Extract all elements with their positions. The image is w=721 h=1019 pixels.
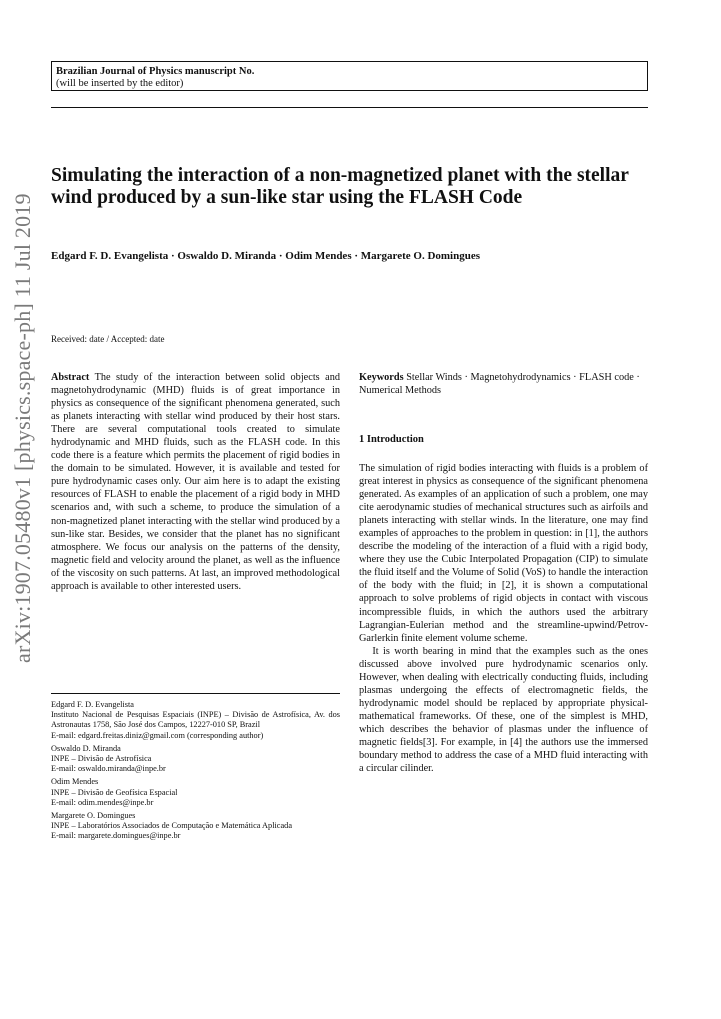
section-heading-introduction: 1 Introduction (359, 434, 424, 445)
affiliation-name: Odim Mendes (51, 777, 99, 787)
affiliation-domingues (51, 811, 340, 842)
journal-header-box (51, 61, 648, 91)
affiliation-email: E-mail: oswaldo.miranda@inpe.br (51, 764, 166, 774)
affiliation-name: Margarete O. Domingues (51, 811, 136, 821)
paragraph: It is worth bearing in mind that the examples such as the ones discussed above involved pure hydrodynamic scenarios only. However, when dealing with electrically conducting fluids, including plasmas undergoing the effects of electromagnetic fields, the hydrodynamic model should be replaced by appropriate physical-mathematical frameworks. Of these, one of the simplest is MHD, which describes the behavior of plasmas under the influence of magnetic fields[3]. For example, in [4] the authors use the immersed boundary method to address the case of a MHD fluid interacting with a circular cilinder. (359, 645, 648, 775)
affiliation-email: E-mail: margarete.domingues@inpe.br (51, 831, 181, 841)
keywords-text: Stellar Winds · Magnetohydrodynamics · FLASH code · Numerical Methods (359, 372, 640, 397)
introduction-body (359, 462, 648, 775)
footnote-rule (51, 693, 340, 694)
arxiv-stamp: arXiv:1907.05480v1 [physics.space-ph] 11 Jul 2019 (10, 193, 35, 663)
header-rule (51, 107, 648, 108)
keywords (359, 371, 648, 397)
affiliations (51, 700, 340, 845)
affiliation-evangelista (51, 700, 340, 741)
abstract-label: Abstract (51, 372, 90, 383)
abstract (51, 371, 340, 593)
keywords-label: Keywords (359, 372, 404, 383)
affiliation-institution: INPE – Laboratórios Associados de Computação e Matemática Aplicada (51, 821, 293, 831)
affiliation-institution: INPE – Divisão de Geofísica Espacial (51, 787, 178, 797)
paper-title: Simulating the interaction of a non-magnetized planet with the stellar wind produced by a sun-like star using the FLASH Code (51, 165, 629, 208)
paragraph: The simulation of rigid bodies interacting with fluids is a problem of great interest in physics as consequence of the significant phenomena generated. As examples of an application of such a problem, one may cite aerodynamic studies of mechanical structures such as airfoils and planets interacting with stellar winds. In the literature, one may find examples of approaches to the problem in question: in [1], the authors describe the modeling of the interaction of a fluid with a rigid body, where they use the Cubic Interpolated Propagation (CIP) to simulate the fluid itself and the Volume of Solid (VoS) to handle the interaction of the body with the fluid; in [2], it is shown a computational approach to solve problems of rigid objects in contact with viscous incompressible fluids, in which the authors used the arbitrary Lagrangian-Eulerian method and the streamline-upwind/Petrov-Garlerkin finite element volume scheme. (359, 463, 648, 644)
affiliation-institution: INPE – Divisão de Astrofísica (51, 754, 152, 764)
journal-subtitle: (will be inserted by the editor) (56, 78, 184, 89)
affiliation-name: Edgard F. D. Evangelista (51, 700, 134, 709)
affiliation-email: E-mail: edgard.freitas.diniz@gmail.com (corresponding author) (51, 730, 264, 740)
abstract-text: The study of the interaction between solid objects and magnetohydrodynamic (MHD) fluids is of great importance in physics as consequence of the significant phenomena generated, such as planets interacting with stellar wind produced by their host stars. There are several computational tools created to simulate hydrodynamic and MHD fluids, such as the FLASH code. In this code there is a feature which permits the placement of rigid bodies in the domain to be simulated. However, it is available and tested for pure hydrodynamic cases only. Our aim here is to adapt the existing resources of FLASH to enable the placement of a rigid body in MHD scenarios and, with such a scheme, to produce the simulation of a non-magnetized planet interacting with the stellar wind produced by a sun-like star. Besides, we consider that the planet has no significant atmosphere. We focus our analysis on the patterns of the density, magnetic field and velocity around the planet, as well as the influence of the viscosity on such patterns. At last, an improved methodological approach is available to other interested users. (51, 372, 341, 592)
journal-title: Brazilian Journal of Physics manuscript No. (56, 66, 255, 77)
affiliation-institution: Instituto Nacional de Pesquisas Espaciais (INPE) – Divisão de Astrofísica, Av. dos Astronautas 1758, São José dos Campos, 12227-010 SP, Brazil (51, 710, 340, 730)
affiliation-mendes (51, 777, 340, 808)
affiliation-name: Oswaldo D. Miranda (51, 743, 121, 753)
received-date: Received: date / Accepted: date (51, 334, 165, 344)
affiliation-miranda (51, 744, 340, 775)
affiliation-email: E-mail: odim.mendes@inpe.br (51, 797, 154, 807)
author-list: Edgard F. D. Evangelista · Oswaldo D. Miranda · Odim Mendes · Margarete O. Domingues (51, 250, 481, 262)
